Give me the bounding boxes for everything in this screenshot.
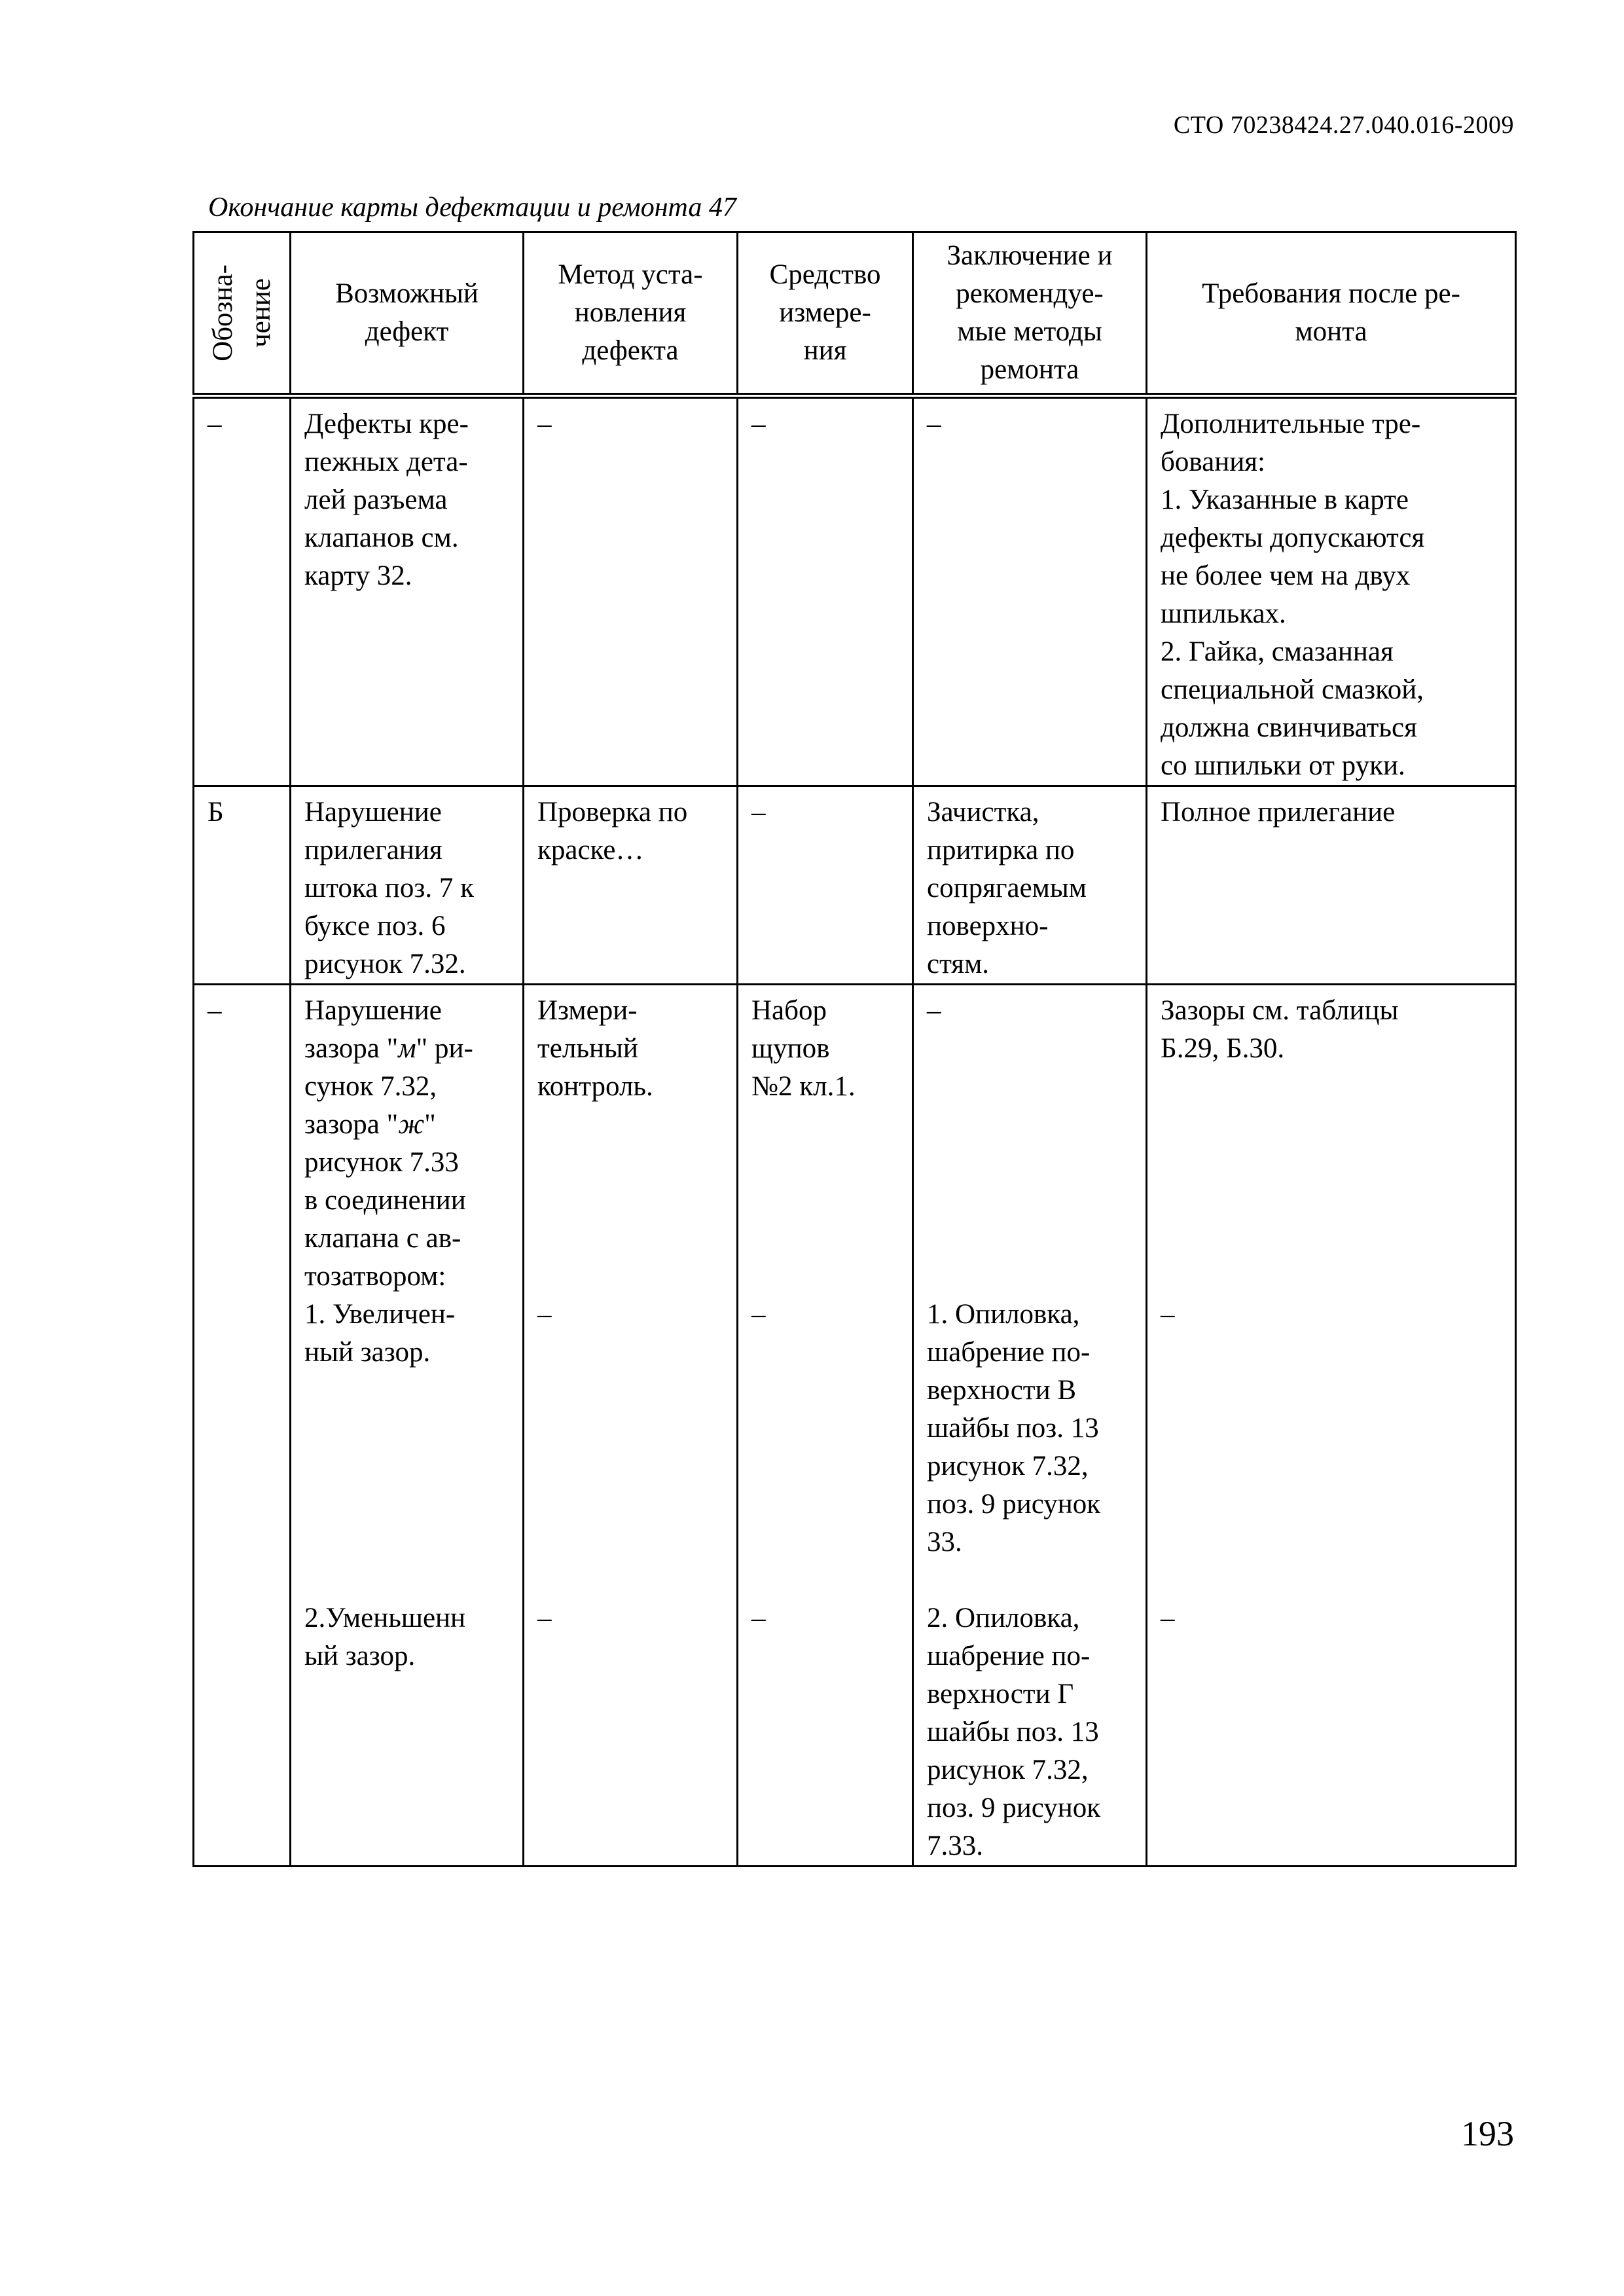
text-part: " ри- [416, 1033, 473, 1064]
table-row [194, 786, 1516, 985]
cell-line: не более чем на двух [1161, 560, 1411, 591]
cell-line: шайбы поз. 13 [927, 1717, 1099, 1747]
header-row [194, 232, 1516, 396]
cell-line: буксе поз. 6 [304, 911, 446, 941]
cell-defect [291, 396, 524, 786]
cell-line: 7.33. [927, 1831, 983, 1861]
cell-conclusion: – [913, 396, 1147, 786]
header-conclusion-line: мые методы [957, 316, 1102, 347]
cell-line: 1. Опиловка, [927, 1299, 1080, 1330]
cell-line: стям. [927, 949, 990, 979]
cell-line: дефекты допускаются [1161, 522, 1425, 553]
text-part: " [424, 1109, 436, 1140]
cell-line: – [537, 1603, 552, 1633]
cell-line: штока поз. 7 к [304, 873, 475, 903]
cell-line: рисунок 7.32. [304, 949, 466, 979]
cell-line: Полное прилегание [1161, 797, 1396, 828]
gap-symbol-zh: ж [398, 1109, 425, 1140]
cell-line: клапанов см. [304, 522, 459, 553]
table-header [194, 232, 1516, 396]
text-part: зазора " [304, 1033, 399, 1064]
cell-line: специальной смазкой, [1161, 674, 1424, 705]
cell-line: Зазоры см. таблицы [1161, 995, 1399, 1026]
cell-line: в соединении [304, 1185, 466, 1216]
cell-line: рисунок 7.32, [927, 1451, 1089, 1482]
cell-requirements [1147, 786, 1516, 985]
cell-line: Проверка по [537, 797, 688, 828]
cell-line: №2 кл.1. [751, 1071, 856, 1102]
cell-line: – [1161, 1603, 1175, 1633]
header-method [524, 232, 738, 396]
cell-line [304, 1030, 509, 1068]
cell-line: поз. 9 рисунок [927, 1489, 1101, 1520]
header-tool [738, 232, 913, 396]
header-tool-line: ния [803, 335, 847, 366]
cell-line: – [537, 1299, 552, 1330]
cell-line: Зачистка, [927, 797, 1039, 828]
cell-line: – [1161, 1299, 1175, 1330]
cell-line: шайбы поз. 13 [927, 1413, 1099, 1444]
cell-line: пежных дета- [304, 446, 468, 477]
cell-line: прилегания [304, 835, 442, 866]
cell-line: – [751, 1299, 766, 1330]
cell-line: Б.29, Б.30. [1161, 1033, 1285, 1064]
header-method-line: Метод уста- [558, 259, 703, 290]
cell-line [304, 1106, 509, 1144]
table-caption: Окончание карты дефектации и ремонта 47 [208, 192, 736, 223]
cell-line: шабрение по- [927, 1641, 1091, 1671]
cell-line: щупов [751, 1033, 830, 1064]
header-defect-line: Возможный [335, 278, 478, 309]
cell-line: Нарушение [304, 995, 442, 1026]
document-code: СТО 70238424.27.040.016-2009 [1173, 111, 1514, 139]
cell-line: рисунок 7.32, [927, 1755, 1089, 1785]
header-designation-line: Обозна- [207, 264, 238, 361]
cell-method: – [524, 396, 738, 786]
cell-method [524, 985, 738, 1867]
cell-line: тозатвором: [304, 1261, 446, 1292]
cell-line: Набор [751, 995, 827, 1026]
cell-line: – [751, 1603, 766, 1633]
cell-designation: – [194, 396, 291, 786]
cell-line: Дополнительные тре- [1161, 409, 1421, 439]
cell-line: шпильках. [1161, 598, 1286, 629]
cell-line: бования: [1161, 446, 1265, 477]
header-conclusion-line: Заключение и [947, 240, 1113, 271]
cell-line: – [927, 995, 941, 1026]
cell-line: клапана с ав- [304, 1223, 461, 1254]
cell-line: должна свинчиваться [1161, 712, 1417, 743]
defect-map-table [192, 231, 1517, 1867]
cell-designation: – [194, 985, 291, 1867]
cell-line: Измери- [537, 995, 638, 1026]
page-number: 193 [1461, 2114, 1514, 2153]
cell-tool [738, 985, 913, 1867]
header-conclusion-line: рекомендуе- [956, 278, 1104, 309]
cell-line: Дефекты кре- [304, 409, 469, 439]
cell-line: шабрение по- [927, 1337, 1091, 1368]
cell-line: рисунок 7.33 [304, 1147, 459, 1178]
gap-symbol-m: м [398, 1033, 416, 1064]
header-defect [291, 232, 524, 396]
cell-line: лей разъема [304, 484, 448, 515]
table-row [194, 396, 1516, 786]
cell-line: поз. 9 рисунок [927, 1793, 1101, 1823]
cell-requirements [1147, 985, 1516, 1867]
cell-line: поверхно- [927, 911, 1049, 941]
cell-line: сунок 7.32, [304, 1071, 437, 1102]
cell-line: 2. Опиловка, [927, 1603, 1080, 1633]
cell-line: верхности Г [927, 1679, 1074, 1709]
header-defect-line: дефект [365, 316, 449, 347]
header-method-line: новления [574, 297, 687, 328]
cell-line: со шпильки от руки. [1161, 750, 1405, 781]
cell-defect [291, 985, 524, 1867]
header-designation [194, 232, 291, 396]
cell-designation: Б [194, 786, 291, 985]
header-tool-line: измере- [779, 297, 871, 328]
cell-line: верхности В [927, 1375, 1077, 1406]
cell-line: 2. Гайка, смазанная [1161, 636, 1394, 667]
cell-line: тельный [537, 1033, 638, 1064]
cell-line: 1. Увеличен- [304, 1299, 456, 1330]
header-designation-rotated [204, 264, 280, 361]
cell-line: 1. Указанные в карте [1161, 484, 1409, 515]
cell-line: ный зазор. [304, 1337, 431, 1368]
cell-tool: – [738, 396, 913, 786]
header-requirements-line: Требования после ре- [1202, 278, 1460, 309]
header-conclusion-line: ремонта [980, 354, 1079, 385]
cell-line: 2.Уменьшенн [304, 1603, 466, 1633]
defect-map-table-container [192, 231, 1515, 1867]
cell-line: контроль. [537, 1071, 653, 1102]
cell-conclusion [913, 985, 1147, 1867]
cell-defect [291, 786, 524, 985]
header-designation-line: чение [245, 278, 276, 348]
text-part: зазора " [304, 1109, 399, 1140]
table-row [194, 985, 1516, 1867]
cell-line: 33. [927, 1527, 962, 1558]
header-requirements-line: монта [1295, 316, 1367, 347]
cell-conclusion [913, 786, 1147, 985]
cell-requirements [1147, 396, 1516, 786]
header-method-line: дефекта [582, 335, 679, 366]
header-requirements [1147, 232, 1516, 396]
header-tool-line: Средство [769, 259, 881, 290]
cell-method [524, 786, 738, 985]
cell-line: Нарушение [304, 797, 442, 828]
cell-line: краске… [537, 835, 644, 866]
header-conclusion [913, 232, 1147, 396]
cell-tool: – [738, 786, 913, 985]
cell-line: сопрягаемым [927, 873, 1087, 903]
cell-line: притирка по [927, 835, 1075, 866]
cell-line: ый зазор. [304, 1641, 416, 1671]
cell-line: карту 32. [304, 560, 412, 591]
